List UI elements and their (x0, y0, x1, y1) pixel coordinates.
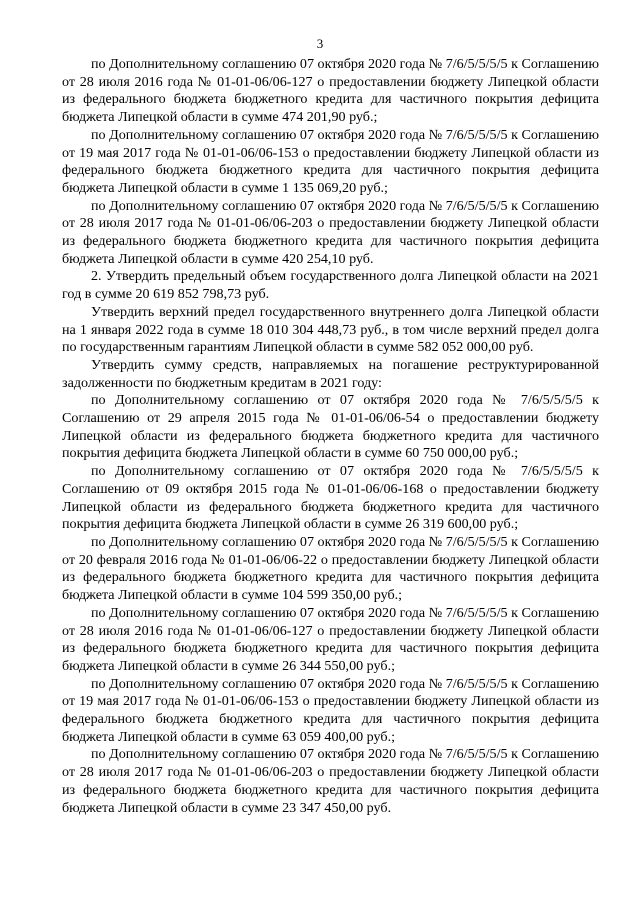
document-body (62, 56, 599, 817)
paragraph-10: по Дополнительному соглашению 07 октября 2020 года № 7/6/5/5/5/5 к Соглашению от 28 июля 2016 года № 01-01-06/06-127 о предоставлении бюджету Липецкой области из федерального бюджета бюджетного кредита для частичного покрытия дефицита бюджета Липецкой области в сумме 26 344 550,00 руб.; (62, 604, 599, 674)
paragraph-1: по Дополнительному соглашению 07 октября 2020 года № 7/6/5/5/5/5 к Соглашению от 28 июля 2016 года № 01-01-06/06-127 о предоставлении бюджету Липецкой области из федерального бюджета бюджетного кредита для частичного покрытия дефицита бюджета Липецкой области в сумме 474 201,90 руб.; (62, 56, 599, 126)
paragraph-2: по Дополнительному соглашению 07 октября 2020 года № 7/6/5/5/5/5 к Соглашению от 19 мая 2017 года № 01-01-06/06-153 о предоставлении бюджету Липецкой области из федерального бюджета бюджетного кредита для частичного покрытия дефицита бюджета Липецкой области в сумме 1 135 069,20 руб.; (62, 126, 599, 196)
paragraph-12: по Дополнительному соглашению 07 октября 2020 года № 7/6/5/5/5/5 к Соглашению от 28 июля 2017 года № 01-01-06/06-203 о предоставлении бюджету Липецкой области из федерального бюджета бюджетного кредита для частичного покрытия дефицита бюджета Липецкой области в сумме 23 347 450,00 руб. (62, 746, 599, 816)
paragraph-9: по Дополнительному соглашению 07 октября 2020 года № 7/6/5/5/5/5 к Соглашению от 20 февраля 2016 года № 01-01-06/06-22 о предоставлении бюджету Липецкой области из федерального бюджета бюджетного кредита для частичного покрытия дефицита бюджета Липецкой области в сумме 104 599 350,00 руб.; (62, 533, 599, 604)
paragraph-3: по Дополнительному соглашению 07 октября 2020 года № 7/6/5/5/5/5 к Соглашению от 28 июля 2017 года № 01-01-06/06-203 о предоставлении бюджету Липецкой области из федерального бюджета бюджетного кредита для частичного покрытия дефицита бюджета Липецкой области в сумме 420 254,10 руб. (62, 197, 599, 267)
paragraph-11: по Дополнительному соглашению 07 октября 2020 года № 7/6/5/5/5/5 к Соглашению от 19 мая 2017 года № 01-01-06/06-153 о предоставлении бюджету Липецкой области из федерального бюджета бюджетного кредита для частичного покрытия дефицита бюджета Липецкой области в сумме 63 059 400,00 руб.; (62, 675, 599, 745)
paragraph-4: 2. Утвердить предельный объем государственного долга Липецкой области на 2021 год в сумме 20 619 852 798,73 руб. (62, 268, 599, 303)
page-number: 3 (316, 36, 324, 51)
paragraph-6: Утвердить сумму средств, направляемых на погашение реструктурированной задолженности по бюджетным кредитам в 2021 году: (62, 356, 599, 391)
paragraph-8: по Дополнительному соглашению от 07 октября 2020 года № 7/6/5/5/5/5 к Соглашению от 09 октября 2015 года № 01-01-06/06-168 о предоставлении бюджету Липецкой области из федерального бюджета бюджетного кредита для частичного покрытия дефицита бюджета Липецкой области в сумме 26 319 600,00 руб.; (62, 463, 599, 533)
paragraph-5: Утвердить верхний предел государственного внутреннего долга Липецкой области на 1 января 2022 года в сумме 18 010 304 448,73 руб., в том числе верхний предел долга по государственным гарантиям Липецкой области в сумме 582 052 000,00 руб. (62, 303, 599, 356)
paragraph-7: по Дополнительному соглашению от 07 октября 2020 года № 7/6/5/5/5/5 к Соглашению от 29 апреля 2015 года № 01-01-06/06-54 о предоставлении бюджету Липецкой области из федерального бюджета бюджетного кредита для частичного покрытия дефицита бюджета Липецкой области в сумме 60 750 000,00 руб.; (62, 392, 599, 462)
